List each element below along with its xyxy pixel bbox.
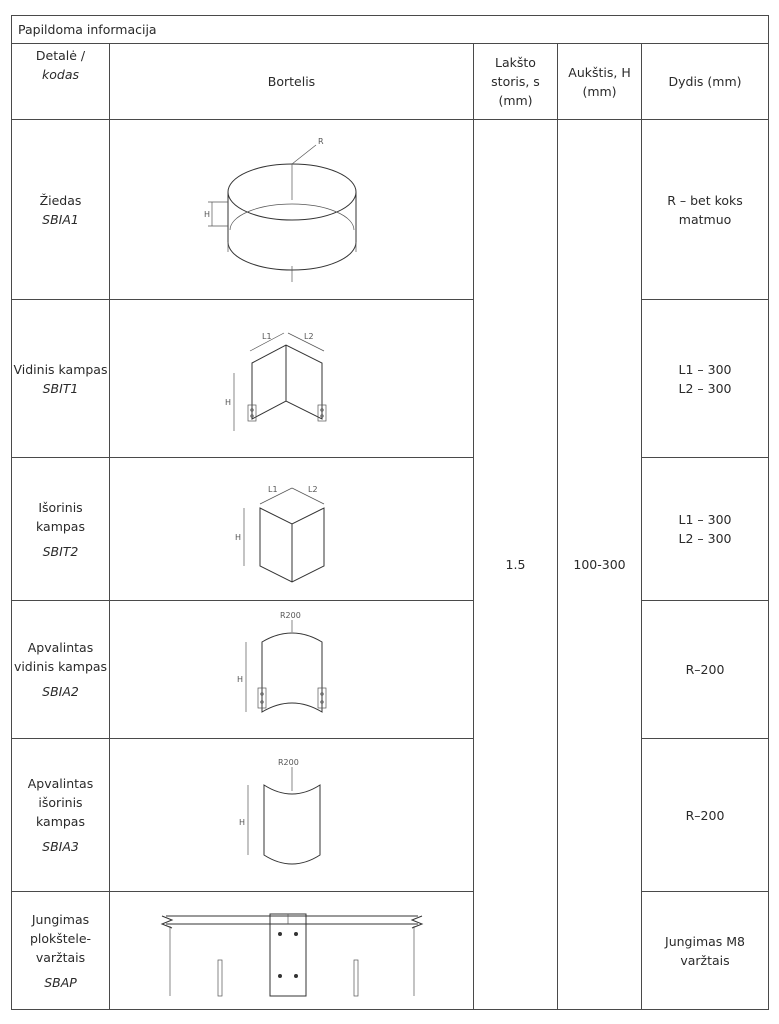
part-cell — [12, 458, 110, 601]
label-r: R — [317, 136, 324, 146]
ring-drawing — [192, 130, 392, 290]
label-l2: L2 — [303, 331, 314, 341]
outer-corner-drawing — [192, 464, 392, 594]
part-name: kampas — [36, 518, 85, 534]
part-name: Vidinis kampas — [13, 361, 108, 377]
part-code: SBIA2 — [42, 684, 79, 699]
size-line: L2 – 300 — [678, 380, 732, 396]
size-cell — [642, 892, 769, 1010]
part-name: vidinis kampas — [13, 659, 108, 674]
table-row — [12, 120, 769, 300]
part-code: SBIT2 — [42, 543, 79, 559]
size-line: L1 – 300 — [678, 361, 732, 377]
table-row — [12, 739, 769, 892]
size-cell — [642, 739, 769, 892]
rounded-inner-corner-drawing — [192, 608, 392, 732]
label-h: H — [203, 209, 210, 219]
drawing-cell — [110, 892, 474, 1010]
size-cell — [642, 458, 769, 601]
part-name: Žiedas — [39, 192, 82, 208]
size-line: R–200 — [685, 662, 725, 677]
header-bortelis: Bortelis — [110, 44, 474, 120]
rounded-outer-corner-drawing — [192, 753, 392, 877]
label-l2: L2 — [307, 485, 318, 494]
label-l1: L1 — [267, 485, 278, 494]
size-line: R–200 — [685, 807, 725, 823]
size-cell — [642, 300, 769, 458]
header-code-label: kodas — [42, 67, 79, 82]
label-r200: R200 — [279, 610, 301, 620]
part-name: varžtais — [35, 949, 86, 965]
part-name: Išorinis — [38, 499, 83, 515]
part-name: Jungimas — [31, 911, 90, 927]
part-name: Apvalintas — [27, 776, 94, 791]
table-row — [12, 458, 769, 601]
header-thickness-l3: (mm) — [498, 93, 533, 108]
size-line: L1 – 300 — [678, 512, 732, 527]
part-name: kampas — [36, 814, 85, 829]
part-cell — [12, 300, 110, 458]
label-r200: R200 — [277, 758, 299, 767]
drawing-cell — [110, 601, 474, 739]
header-height-l1: Aukštis, H — [568, 64, 631, 80]
drawing-cell — [110, 739, 474, 892]
header-thickness — [474, 44, 558, 120]
part-code: SBAP — [44, 974, 77, 990]
header-part-label: Detalė / — [35, 48, 86, 63]
part-code: SBIA1 — [42, 211, 79, 227]
table-title: Papildoma informacija — [12, 16, 769, 44]
header-thickness-l1: Lakšto — [495, 55, 536, 70]
header-height — [558, 44, 642, 120]
header-size: Dydis (mm) — [642, 44, 769, 120]
label-l1: L1 — [261, 331, 272, 341]
table-row — [12, 601, 769, 739]
size-line: varžtais — [680, 952, 730, 968]
table-row — [12, 300, 769, 458]
header-part — [12, 44, 110, 120]
part-code: SBIA3 — [42, 839, 79, 854]
part-code: SBIT1 — [42, 380, 79, 396]
info-table — [11, 15, 769, 1010]
part-cell — [12, 120, 110, 300]
label-h: H — [238, 818, 245, 827]
label-h: H — [234, 533, 241, 542]
label-h: H — [224, 397, 231, 407]
drawing-cell — [110, 458, 474, 601]
part-name: išorinis — [38, 795, 83, 810]
size-line: L2 – 300 — [678, 531, 732, 546]
label-h: H — [236, 674, 243, 684]
header-height-l2: (mm) — [582, 83, 617, 99]
header-row — [12, 44, 769, 120]
header-thickness-l2: storis, s — [491, 74, 540, 89]
table-row — [12, 892, 769, 1010]
part-cell — [12, 739, 110, 892]
drawing-cell — [110, 120, 474, 300]
plate-joint-drawing — [142, 896, 442, 1006]
part-cell — [12, 892, 110, 1010]
drawing-cell — [110, 300, 474, 458]
height-cell: 100-300 — [558, 120, 642, 1010]
size-line: R – bet koks — [667, 192, 743, 208]
thickness-cell: 1.5 — [474, 120, 558, 1010]
size-line: Jungimas M8 — [665, 933, 746, 949]
size-line: matmuo — [678, 211, 732, 227]
part-name: plokštele- — [29, 930, 92, 946]
size-cell — [642, 120, 769, 300]
part-name: Apvalintas — [27, 640, 94, 655]
size-cell — [642, 601, 769, 739]
inner-corner-drawing — [192, 309, 392, 449]
part-cell — [12, 601, 110, 739]
